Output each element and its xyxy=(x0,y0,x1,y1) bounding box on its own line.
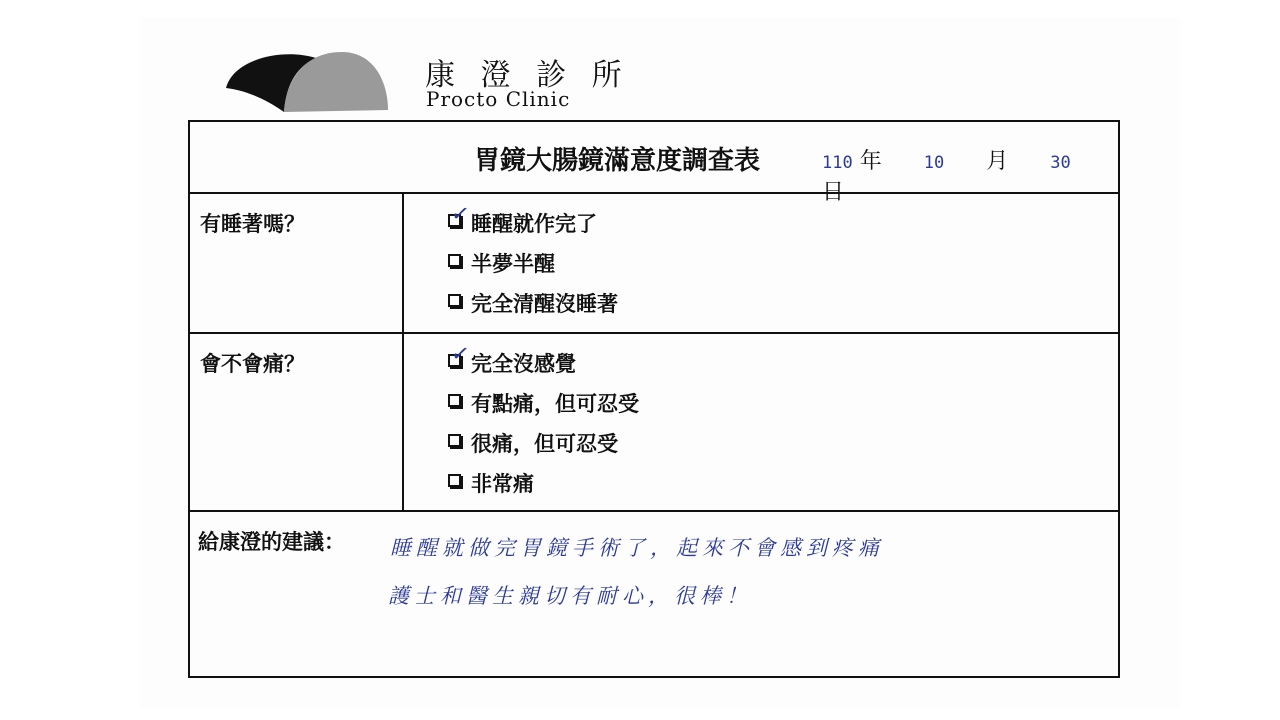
question-label-sleep: 有睡著嗎？ xyxy=(200,212,305,236)
option-asleep[interactable] xyxy=(448,200,618,248)
suggestions-label: 給康澄的建議： xyxy=(198,530,345,554)
option-fully-awake[interactable] xyxy=(448,288,618,328)
question-cell xyxy=(190,194,404,332)
form-header xyxy=(190,122,1118,205)
checkbox-checked[interactable] xyxy=(448,200,472,229)
question-row-sleep xyxy=(190,192,1118,332)
option-painful-tolerable[interactable] xyxy=(448,428,639,468)
clinic-logo xyxy=(224,48,394,114)
suggestions-row xyxy=(190,510,1118,676)
option-label: 非常痛 xyxy=(471,472,534,496)
option-label: 半夢半醒 xyxy=(471,252,555,276)
option-label: 睡醒就作完了 xyxy=(471,212,597,236)
date-day-value: 30 xyxy=(1050,153,1071,173)
checkbox-unchecked[interactable] xyxy=(448,294,461,307)
question-label-pain: 會不會痛？ xyxy=(200,352,305,376)
date-day-label: 日 xyxy=(822,180,845,205)
option-slight-pain[interactable] xyxy=(448,388,639,428)
option-label: 有點痛，但可忍受 xyxy=(471,392,639,416)
question-cell xyxy=(190,334,404,510)
date-month-label: 月 xyxy=(986,149,1009,174)
date-year-value: 110 xyxy=(822,153,853,173)
checkbox-checked[interactable] xyxy=(448,340,472,369)
checkbox-unchecked[interactable] xyxy=(448,394,461,407)
form-title: 胃鏡大腸鏡滿意度調查表 xyxy=(474,146,761,176)
option-very-painful[interactable] xyxy=(448,468,639,508)
date-year-label: 年 xyxy=(859,149,882,174)
option-label: 完全沒感覺 xyxy=(471,352,576,376)
checkbox-unchecked[interactable] xyxy=(448,474,461,487)
option-no-feeling[interactable] xyxy=(448,340,639,388)
survey-form xyxy=(188,120,1120,678)
checkbox-unchecked[interactable] xyxy=(448,434,461,447)
option-label: 很痛，但可忍受 xyxy=(471,432,618,456)
checkmark-icon: ✓ xyxy=(449,200,472,229)
checkbox-unchecked[interactable] xyxy=(448,254,461,267)
clinic-name-en: Procto Clinic xyxy=(426,87,571,111)
options-list-pain xyxy=(448,340,639,508)
suggestion-line-1: 睡醒就做完胃鏡手術了，起來不會感到疼痛 xyxy=(390,536,884,560)
clinic-name-zh: 康 澄 診 所 xyxy=(425,58,630,93)
option-half-awake[interactable] xyxy=(448,248,618,288)
date-month-value: 10 xyxy=(923,153,945,173)
checkmark-icon: ✓ xyxy=(449,340,472,369)
suggestion-line-2: 護士和醫生親切有耐心，很棒！ xyxy=(388,584,752,608)
options-list-sleep xyxy=(448,200,618,328)
option-label: 完全清醒沒睡著 xyxy=(471,292,618,316)
question-row-pain xyxy=(190,332,1118,510)
